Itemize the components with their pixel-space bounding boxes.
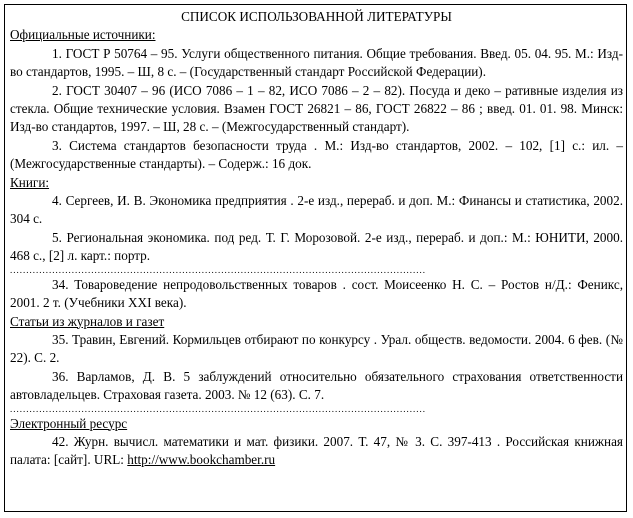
- bibliography-entry-3: 3. Система стандартов безопасности труда . М.: Изд-во стандартов, 2002. – 102, [1] с.: ил. – (Межгосударственные стандарты). – Содерж.: 16 док.: [10, 137, 623, 172]
- section-heading-books: Книги:: [10, 174, 50, 190]
- bibliography-entry-1: 1. ГОСТ Р 50764 – 95. Услуги общественного питания. Общие требования. Введ. 05. 04. 95. М.: Изд-во стандартов, 1995. – Ш, 8 с. – (Государственный стандарт Российской Федерации).: [10, 45, 623, 80]
- bibliography-entry-36: 36. Варламов, Д. В. 5 заблуждений относительно обязательного страхования ответственности автовладельцев. Страховая газета. 2003. № 12 (63). С. 7.: [10, 368, 623, 403]
- bibliography-entry-35: 35. Травин, Евгений. Кормильцев отбирают по конкурсу . Урал. обществ. ведомости. 2004. 6 фев. (№ 22). С. 2.: [10, 331, 623, 366]
- bibliography-entry-42-text: 42. Журн. вычисл. математики и мат. физики. 2007. Т. 47, № 3. С. 397-413 . Российская книжная палата: [сайт]. URL:: [10, 433, 623, 468]
- page-title: СПИСОК ИСПОЛЬЗОВАННОЙ ЛИТЕРАТУРЫ: [181, 9, 452, 24]
- bibliography-entry-2: 2. ГОСТ 30407 – 96 (ИСО 7086 – 1 – 82, ИСО 7086 – 2 – 82). Посуда и деко – ративные изделия из стекла. Общие технические условия. Взамен ГОСТ 26821 – 86, ГОСТ 26822 – 86 ; введ. 01. 01. 98. Минск: Изд-во стандартов, 1997. – Ш, 28 с. – (Межгосударственный стандарт).: [10, 82, 623, 135]
- bibliography-entry-34: 34. Товароведение непродовольственных товаров . сост. Моисеенко Н. С. – Ростов н/Д.: Феникс, 2001. 2 т. (Учебники XXI века).: [10, 276, 623, 311]
- section-heading-electronic: Электронный ресурс: [10, 415, 128, 431]
- resource-url-link[interactable]: http://www.bookchamber.ru: [127, 452, 276, 468]
- bibliography-entry-5: 5. Региональная экономика. под ред. Т. Г. Морозовой. 2-е изд., перераб. и доп.: М.: ЮНИТИ, 2000. 468 с., [2] л. карт.: портр.: [10, 229, 623, 264]
- ellipsis-separator: ................................................................................................................................: [10, 265, 426, 275]
- section-heading-official: Официальные источники:: [10, 27, 156, 43]
- bibliography-entry-4: 4. Сергеев, И. В. Экономика предприятия . 2-е изд., перераб. и доп. М.: Финансы и статистика, 2002. 304 с.: [10, 193, 623, 227]
- bibliography-content: [10, 8, 623, 470]
- bibliography-entry-42: [10, 433, 623, 470]
- section-heading-articles: Статьи из журналов и газет: [10, 313, 165, 329]
- ellipsis-separator: ................................................................................................................................: [10, 404, 426, 414]
